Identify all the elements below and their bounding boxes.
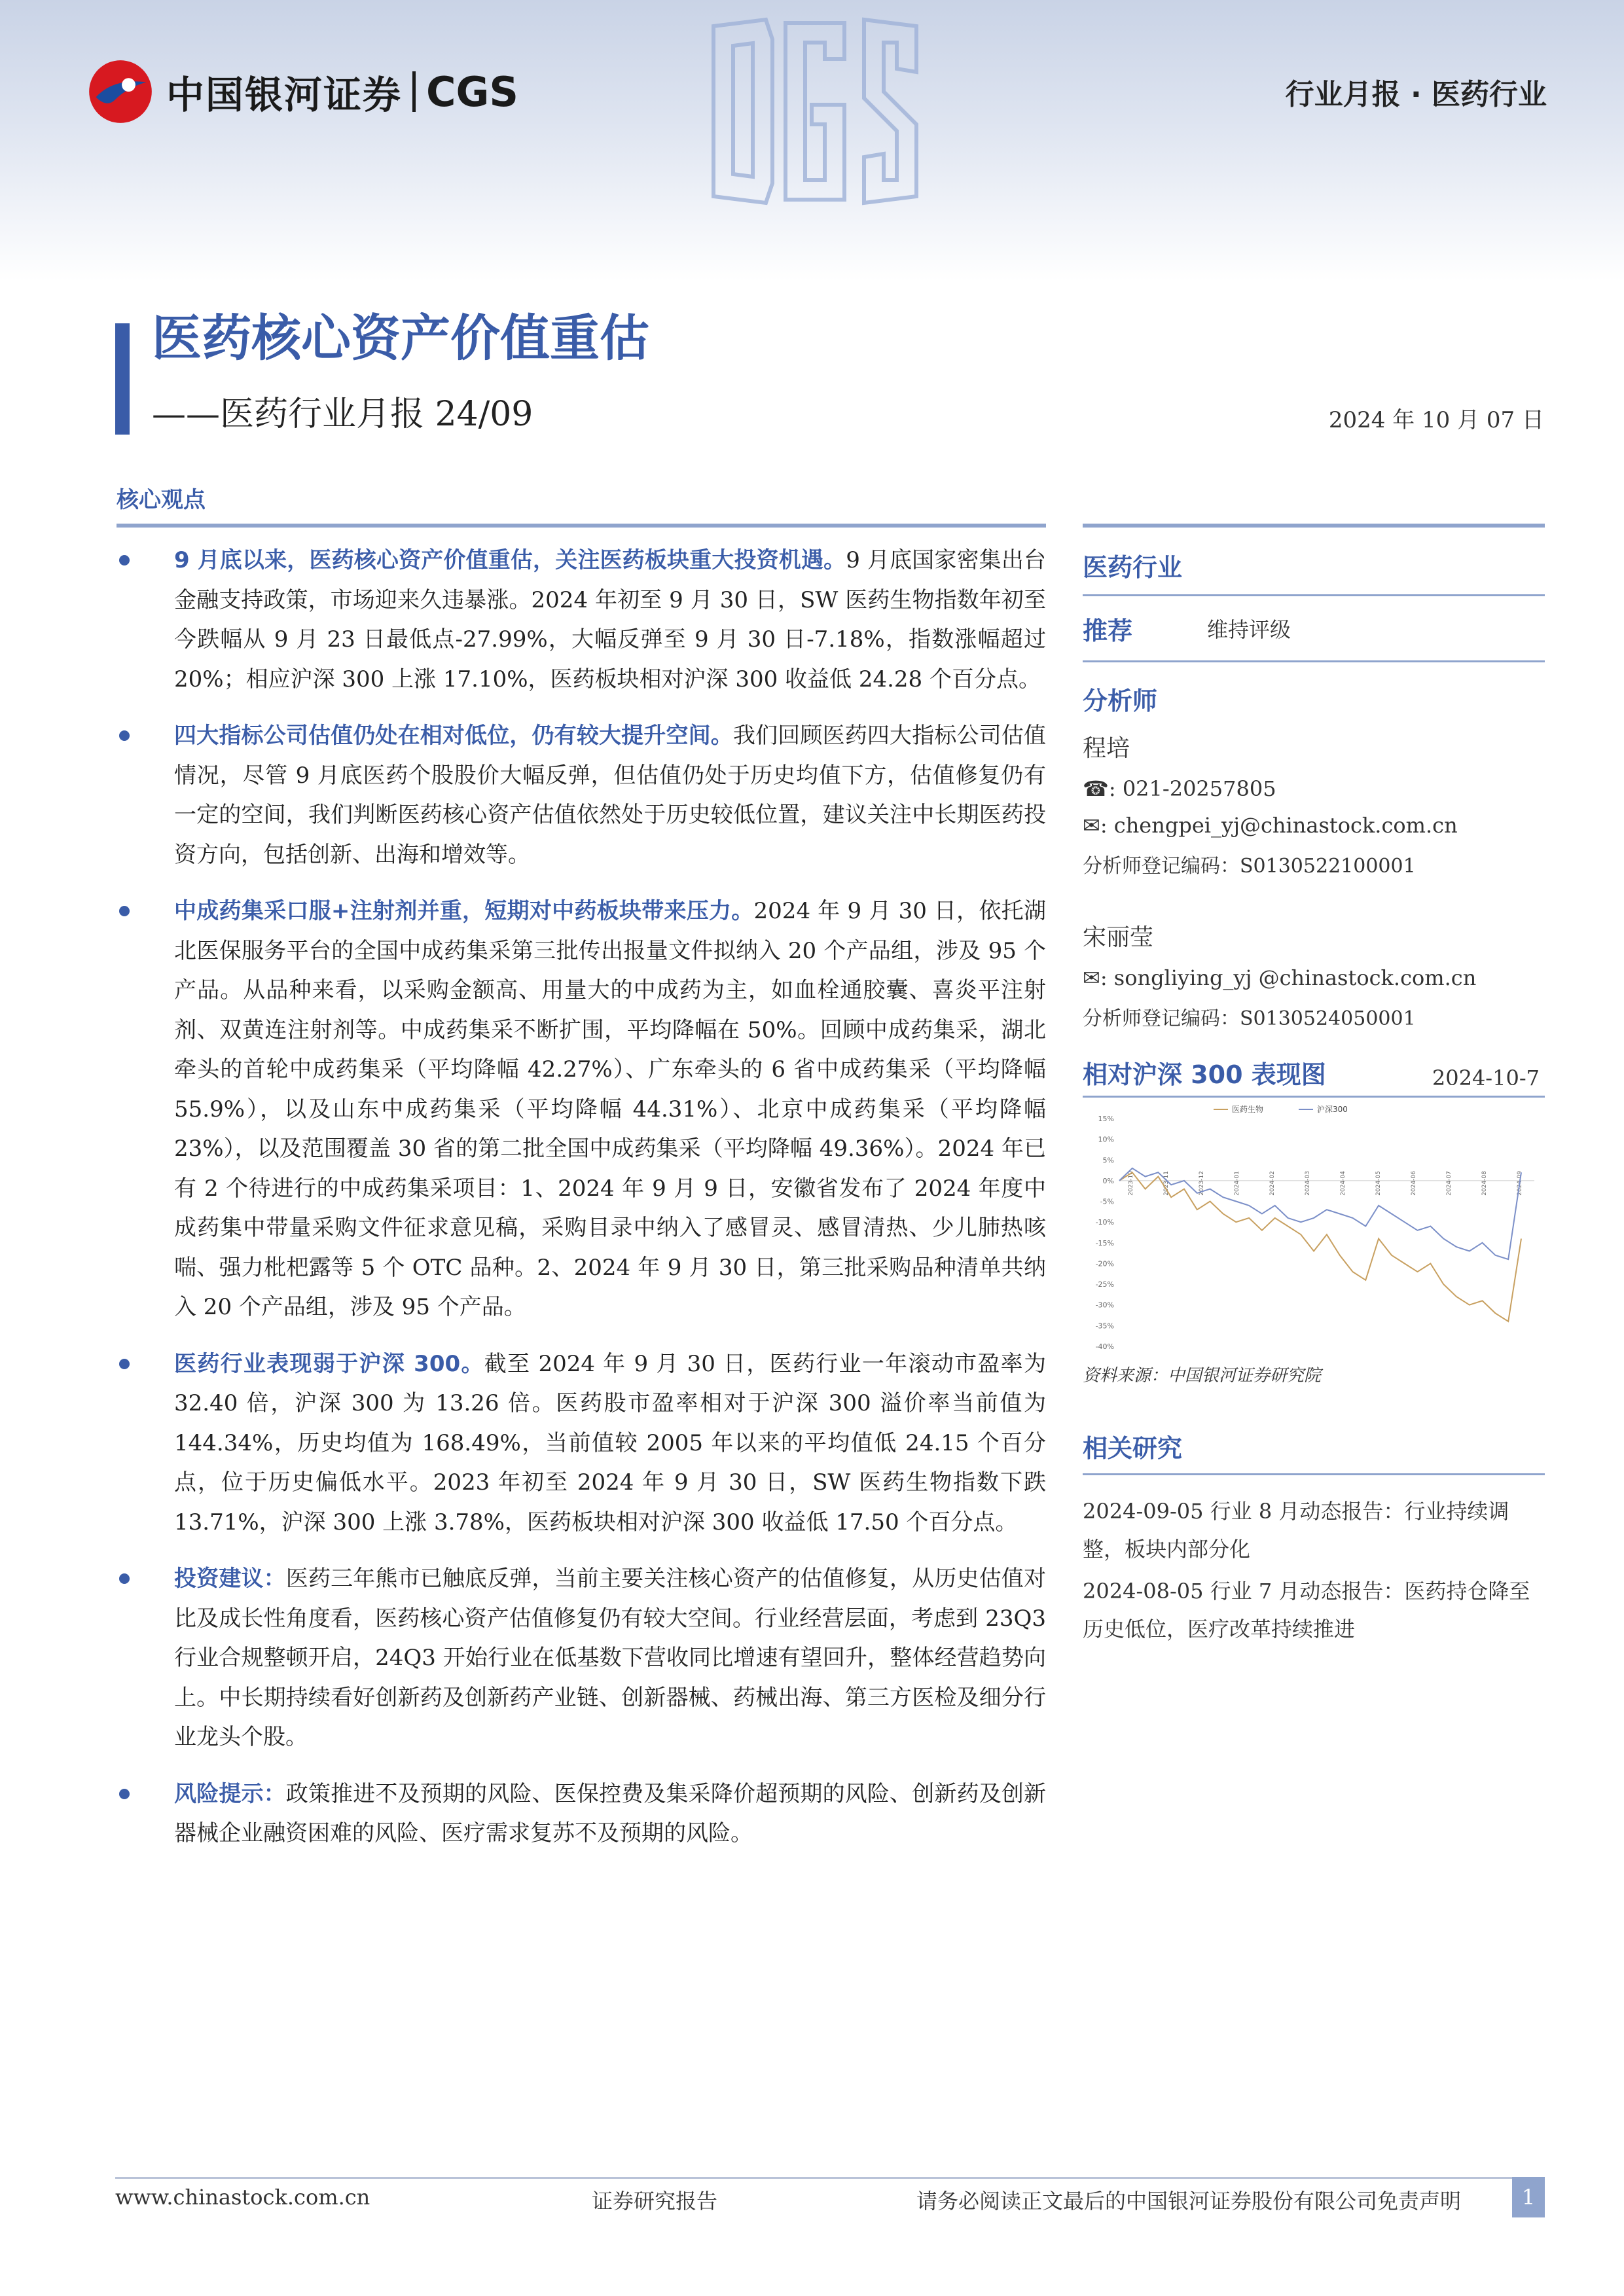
bullet-text: 9 月底国家密集出台金融支持政策，市场迎来久违暴涨。2024 年初至 9 月 30 日，SW 医药生物指数年初至今跌幅从 9 月 23 日最低点-27.99%，大幅反弹至 9 月 30 日-7.18%，指数涨幅超过 20%；相应沪深 300 上涨 17.10%，医药板块相对沪深 300 收益低 24.28 个百分点。 bbox=[174, 547, 1046, 692]
list-item bbox=[117, 1344, 1046, 1543]
list-item bbox=[117, 1774, 1046, 1854]
phone-icon: ☎ bbox=[1083, 776, 1109, 801]
footer-rule bbox=[115, 2177, 1512, 2179]
report-date: 2024 年 10 月 07 日 bbox=[1328, 407, 1544, 433]
report-subtitle: ——医药行业月报 24/09 bbox=[152, 395, 533, 434]
logo-divider bbox=[412, 71, 416, 112]
analyst-email[interactable]: songliying_yj @chinastock.com.cn bbox=[1113, 965, 1477, 990]
bullet-highlight: 投资建议： bbox=[174, 1566, 286, 1592]
x-tick-label: 2024-08 bbox=[1481, 1171, 1488, 1196]
legend-label: 医药生物 bbox=[1232, 1105, 1264, 1114]
y-tick-label: -30% bbox=[1095, 1300, 1114, 1310]
bullet-text: 2024 年 9 月 30 日，依托湖北医保服务平台的全国中成药集采第三批传出报量文件拟纳入 20 个产品组，涉及 95 个产品。从品种来看，以采购金额高、用量大的中成药为主，如血栓通胶囊、喜炎平注射剂、双黄连注射剂等。中成药集采不断扩围，平均降幅在 50%。回顾中成药集采，湖北牵头的首轮中成药集采（平均降幅 42.27%）、广东牵头的 6 省中成药集采（平均降幅 55.9%），以及山东中成药集采（平均降幅 44.31%）、北京中成药集采（平均降幅 23%），以及范围覆盖 30 省的第二批全国中成药集采（平均降幅 49.36%）。2024 年已有 2 个待进行的中成药集采项目：1、2024 年 9 月 9 日，安徽省发布了 2024 年度中成药集中带量采购文件征求意见稿，采购目录中纳入了感冒灵、感冒清热、少儿肺热咳喘、强力枇杷露等 5 个 OTC 品种。2、2024 年 9 月 30 日，第三批采购品种清单共纳入 20 个产品组，涉及 95 个产品。 bbox=[174, 898, 1046, 1320]
x-tick-label: 2024-05 bbox=[1375, 1171, 1382, 1196]
series-line bbox=[1119, 1168, 1521, 1259]
cgs-logo-icon bbox=[86, 58, 154, 126]
footer-website[interactable]: www.chinastock.com.cn bbox=[115, 2185, 370, 2210]
page-number: 1 bbox=[1512, 2177, 1545, 2217]
sidebar-industry: 医药行业 bbox=[1083, 553, 1183, 582]
y-tick-label: 0% bbox=[1102, 1176, 1114, 1185]
analyst-email-row: ✉: songliying_yj @chinastock.com.cn bbox=[1083, 965, 1477, 990]
rating-value: 维持评级 bbox=[1207, 617, 1291, 642]
bullet-highlight: 四大指标公司估值仍处在相对低位，仍有较大提升空间。 bbox=[174, 723, 733, 749]
bullet-icon bbox=[119, 1359, 130, 1369]
bullet-text: 我们回顾医药四大指标公司估值情况，尽管 9 月底医药个股股价大幅反弹，但估值仍处于历史均值下方，估值修复仍有一定的空间，我们判断医药核心资产估值依然处于历史较低位置，建议关注中长期医药投资方向，包括创新、出海和增效等。 bbox=[174, 723, 1047, 868]
mail-icon: ✉ bbox=[1083, 813, 1100, 838]
y-tick-label: -40% bbox=[1095, 1342, 1114, 1351]
y-tick-label: -15% bbox=[1095, 1238, 1114, 1247]
x-tick-label: 2024-01 bbox=[1234, 1171, 1240, 1196]
bullet-highlight: 9 月底以来，医药核心资产价值重估，关注医药板块重大投资机遇。 bbox=[174, 547, 846, 573]
analyst-name: 宋丽莹 bbox=[1083, 924, 1154, 951]
bullet-text: 医药三年熊市已触底反弹，当前主要关注核心资产的估值修复，从历史估值对比及成长性角度看，医药核心资产估值修复仍有较大空间。行业经营层面，考虑到 23Q3 行业合规整顿开启，24Q3 开始行业在低基数下营收同比增速有望回升，整体经营趋势向上。中长期持续看好创新药及创新药产业链、创新器械、药械出海、第三方医检及细分行业龙头个股。 bbox=[174, 1566, 1047, 1750]
bullet-text: 政策推进不及预期的风险、医保控费及集采降价超预期的风险、创新药及创新器械企业融资困难的风险、医疗需求复苏不及预期的风险。 bbox=[174, 1780, 1047, 1846]
x-tick-label: 2024-02 bbox=[1269, 1171, 1276, 1196]
analyst-phone-row: ☎: 021-20257805 bbox=[1083, 776, 1276, 801]
analyst-registration: 分析师登记编码：S0130524050001 bbox=[1083, 1007, 1416, 1030]
analyst-heading: 分析师 bbox=[1083, 687, 1158, 715]
core-view-content bbox=[117, 541, 1046, 1871]
sidebar-rule bbox=[1083, 524, 1545, 528]
footer-disclaimer: 请务必阅读正文最后的中国银河证券股份有限公司免责声明 bbox=[916, 2189, 1462, 2214]
footer-doc-type: 证券研究报告 bbox=[592, 2189, 718, 2214]
analyst-name: 程培 bbox=[1083, 735, 1130, 762]
x-tick-label: 2023-11 bbox=[1163, 1171, 1170, 1196]
divider bbox=[1083, 660, 1545, 662]
chart-source: 资料来源：中国银河证券研究院 bbox=[1083, 1366, 1322, 1386]
y-tick-label: 10% bbox=[1098, 1135, 1114, 1144]
core-view-rule bbox=[117, 524, 1046, 528]
bullet-text: 截至 2024 年 9 月 30 日，医药行业一年滚动市盈率为 32.40 倍，沪深 300 为 13.26 倍。医药股市盈率相对于沪深 300 溢价率当前值为 144.34%，历史均值为 168.49%，当前值较 2005 年以来的平均值低 24.15 个百分点，位于历史偏低水平。2023 年初至 2024 年 9 月 30 日，SW 医药生物指数下跌 13.71%，沪深 300 上涨 3.78%，医药板块相对沪深 300 收益低 17.50 个百分点。 bbox=[174, 1350, 1046, 1535]
y-tick-label: -25% bbox=[1095, 1280, 1114, 1289]
analyst-email-row: ✉: chengpei_yj@chinastock.com.cn bbox=[1083, 813, 1458, 838]
related-item[interactable]: 2024-08-05 行业 7 月动态报告：医药持仓降至历史低位，医疗改革持续推进 bbox=[1083, 1579, 1530, 1641]
bullet-icon bbox=[119, 906, 130, 916]
company-logo bbox=[86, 58, 518, 126]
chart-title: 相对沪深 300 表现图 bbox=[1083, 1060, 1326, 1089]
legend-label: 沪深300 bbox=[1317, 1105, 1348, 1114]
series-line bbox=[1119, 1172, 1521, 1321]
bullet-icon bbox=[119, 555, 130, 565]
bullet-highlight: 中成药集采口服+注射剂并重，短期对中药板块带来压力。 bbox=[174, 898, 754, 924]
bullet-icon bbox=[119, 1573, 130, 1584]
analyst-email[interactable]: chengpei_yj@chinastock.com.cn bbox=[1113, 813, 1458, 838]
y-tick-label: -5% bbox=[1100, 1197, 1114, 1206]
core-view-heading: 核心观点 bbox=[117, 487, 206, 513]
logo-english-text: CGS bbox=[426, 67, 519, 116]
x-tick-label: 2024-06 bbox=[1411, 1171, 1417, 1196]
related-heading: 相关研究 bbox=[1083, 1434, 1183, 1463]
logo-chinese-text: 中国银河证券 bbox=[166, 73, 403, 117]
x-tick-label: 2024-09 bbox=[1517, 1171, 1523, 1196]
list-item bbox=[117, 1559, 1046, 1757]
chart-svg bbox=[1083, 1098, 1541, 1359]
list-item bbox=[117, 891, 1046, 1327]
relative-performance-chart bbox=[1083, 1098, 1541, 1359]
chart-date: 2024-10-7 bbox=[1432, 1066, 1540, 1090]
report-title: 医药核心资产价值重估 bbox=[152, 309, 649, 367]
divider bbox=[1083, 1473, 1545, 1475]
y-tick-label: -10% bbox=[1095, 1218, 1114, 1227]
rating-row bbox=[1083, 596, 1545, 660]
cgs-watermark-graphic bbox=[707, 13, 923, 209]
x-tick-label: 2024-04 bbox=[1340, 1171, 1346, 1196]
y-tick-label: -35% bbox=[1095, 1321, 1114, 1331]
mail-icon: ✉ bbox=[1083, 965, 1100, 990]
bullet-highlight: 医药行业表现弱于沪深 300。 bbox=[174, 1350, 484, 1377]
list-item bbox=[117, 716, 1046, 874]
y-tick-label: 15% bbox=[1098, 1115, 1114, 1123]
x-tick-label: 2023-12 bbox=[1199, 1171, 1205, 1196]
analyst-registration: 分析师登记编码：S0130522100001 bbox=[1083, 855, 1416, 878]
list-item bbox=[117, 541, 1046, 699]
x-tick-label: 2023-10 bbox=[1128, 1171, 1134, 1196]
analyst-phone: 021-20257805 bbox=[1122, 776, 1276, 801]
y-tick-label: -20% bbox=[1095, 1259, 1114, 1268]
bullet-icon bbox=[119, 730, 130, 741]
x-tick-label: 2024-03 bbox=[1305, 1171, 1311, 1196]
sidebar bbox=[1083, 524, 1545, 1648]
bullet-icon bbox=[119, 1789, 130, 1799]
y-tick-label: 5% bbox=[1102, 1156, 1114, 1165]
rating-label: 推荐 bbox=[1083, 616, 1133, 645]
bullet-highlight: 风险提示： bbox=[174, 1780, 286, 1807]
related-item[interactable]: 2024-09-05 行业 8 月动态报告：行业持续调整，板块内部分化 bbox=[1083, 1499, 1509, 1562]
chart-header bbox=[1083, 1054, 1545, 1090]
x-tick-label: 2024-07 bbox=[1446, 1171, 1453, 1196]
title-accent-bar bbox=[115, 323, 130, 435]
report-type-label: 行业月报 · 医药行业 bbox=[1285, 78, 1547, 111]
